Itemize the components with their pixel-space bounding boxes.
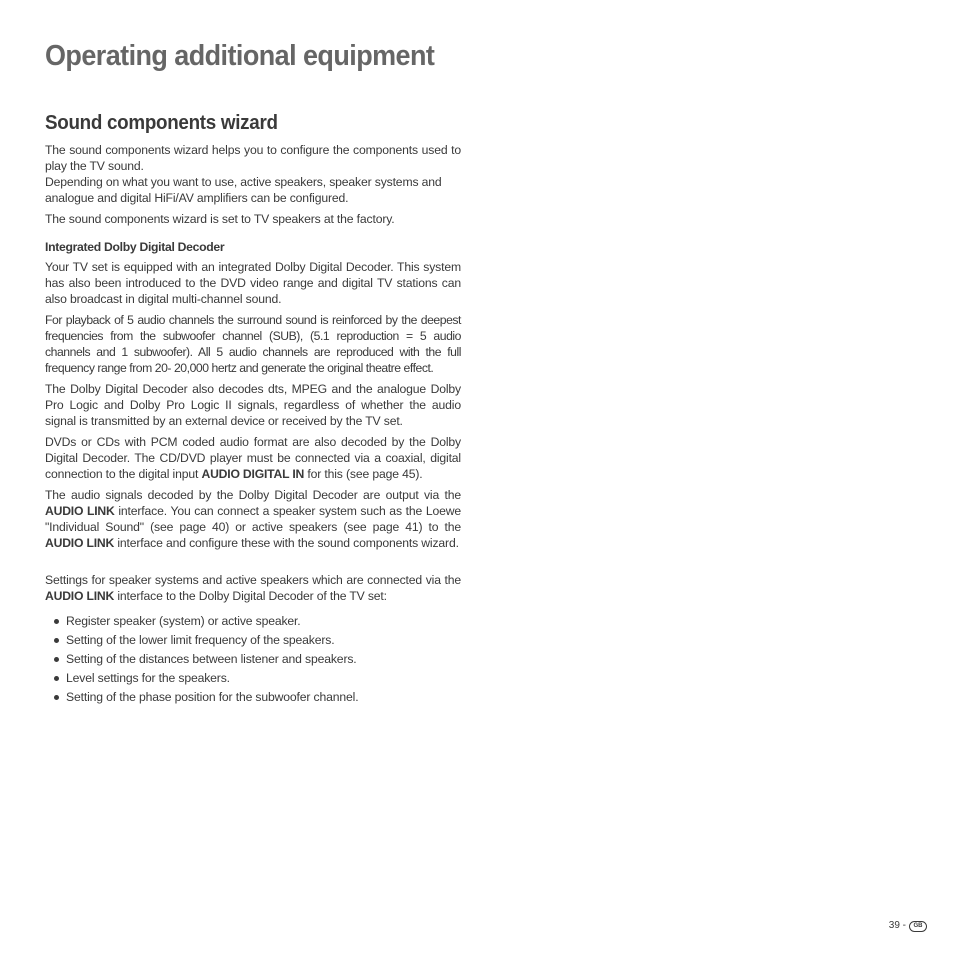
intro-paragraph-1a: The sound components wizard helps you to configure the components used to play the TV sound. (45, 143, 461, 173)
list-item (45, 670, 461, 689)
settings-paragraph (45, 572, 461, 604)
language-badge: GB (909, 921, 927, 932)
decoder-paragraph-3: The Dolby Digital Decoder also decodes dts, MPEG and the analogue Dolby Pro Logic and Dolby Pro Logic II signals, regardless of whether the audio signal is transmitted by an external device or received by the TV set. (45, 382, 461, 428)
decoder-heading: Integrated Dolby Digital Decoder (45, 240, 225, 254)
section-title: Sound components wizard (45, 112, 278, 134)
list-item (45, 651, 461, 670)
page-title: Operating additional equipment (45, 40, 435, 72)
page-footer (889, 919, 927, 933)
list-item-text: Register speaker (system) or active speaker. (66, 614, 301, 628)
list-item-text: Setting of the distances between listener and speakers. (66, 652, 357, 666)
bullet-icon (54, 657, 59, 662)
bullet-icon (54, 619, 59, 624)
decoder-paragraph-2: For playback of 5 audio channels the surround sound is reinforced by the deepest frequencies from the subwoofer channel (SUB), (5.1 reproduction = 5 audio channels and 1 subwoofer). All 5 audio channels are reproduced with the full frequency range from 20- 20,000 hertz and generate the original theatre effect. (45, 313, 461, 375)
settings-paragraph-tail: interface to the Dolby Digital Decoder of the TV set: (114, 589, 387, 603)
audio-link-keyword: AUDIO LINK (45, 589, 115, 603)
intro-paragraph-2: The sound components wizard is set to TV speakers at the factory. (45, 212, 395, 226)
list-item-text: Setting of the phase position for the subwoofer channel. (66, 690, 359, 704)
list-item (45, 689, 461, 708)
decoder-paragraph-4-text: DVDs or CDs with PCM coded audio format are also decoded by the Dolby Digital Decoder. The CD/DVD player must be connected via a coaxial, digital connection to the digital input (45, 435, 461, 481)
decoder-paragraph-5 (45, 487, 461, 551)
decoder-paragraph-1: Your TV set is equipped with an integrated Dolby Digital Decoder. This system has also been introduced to the DVD video range and digital TV stations can also broadcast in digital multi-channel sound. (45, 260, 461, 306)
page-number: 39 - (888, 920, 906, 931)
settings-list (45, 613, 461, 708)
list-item (45, 613, 461, 632)
decoder-paragraph-4-tail: for this (see page 45). (304, 467, 423, 481)
decoder-paragraph-5-text-b: interface. You can connect a speaker system such as the Loewe "Individual Sound" (see page 40) or active speakers (see page 41) to the (45, 504, 462, 534)
spacer (45, 556, 461, 572)
decoder-paragraph-5-text-a: The audio signals decoded by the Dolby Digital Decoder are output via the (45, 488, 461, 502)
decoder-paragraph-5-text-c: interface and configure these with the sound components wizard. (114, 536, 459, 550)
audio-link-keyword: AUDIO LINK (45, 504, 115, 518)
decoder-paragraph-4 (45, 434, 461, 482)
bullet-icon (54, 695, 59, 700)
settings-paragraph-text: Settings for speaker systems and active speakers which are connected via the (45, 573, 461, 587)
text-column (45, 142, 461, 708)
intro-paragraph-1b: Depending on what you want to use, active speakers, speaker systems and analogue and digital HiFi/AV amplifiers can be configured. (45, 175, 442, 205)
audio-digital-in-keyword: AUDIO DIGITAL IN (201, 467, 305, 481)
list-item-text: Level settings for the speakers. (66, 671, 230, 685)
bullet-icon (54, 676, 59, 681)
audio-link-keyword: AUDIO LINK (45, 536, 115, 550)
bullet-icon (54, 638, 59, 643)
list-item-text: Setting of the lower limit frequency of the speakers. (66, 633, 335, 647)
list-item (45, 632, 461, 651)
